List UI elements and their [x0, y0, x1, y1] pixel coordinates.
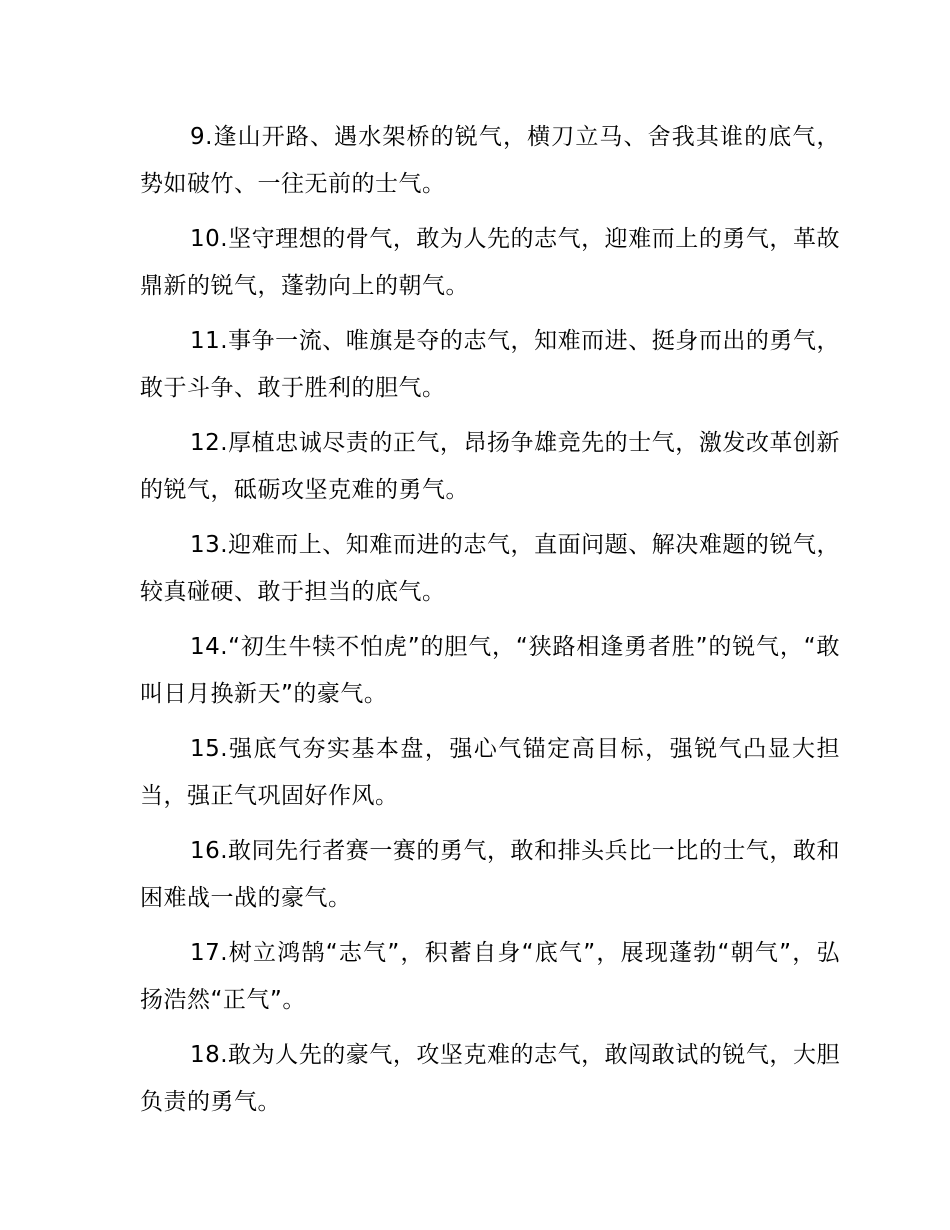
paragraph-17: 17.树立鸿鹄“志气”，积蓄自身“底气”，展现蓬勃“朝气”，弘扬浩然“正气”。: [140, 940, 840, 1013]
paragraph-9: 9.逢山开路、遇水架桥的锐气，横刀立马、舍我其谁的底气，势如破竹、一往无前的士气。: [140, 124, 840, 197]
paragraph-11: 11.事争一流、唯旗是夺的志气，知难而进、挺身而出的勇气，敢于斗争、敢于胜利的胆气。: [140, 328, 840, 401]
paragraph-16: 16.敢同先行者赛一赛的勇气，敢和排头兵比一比的士气，敢和困难战一战的豪气。: [140, 838, 840, 911]
paragraph-12: 12.厚植忠诚尽责的正气，昂扬争雄竞先的士气，激发改革创新的锐气，砥砺攻坚克难的勇气。: [140, 430, 840, 503]
paragraph-13: 13.迎难而上、知难而进的志气，直面问题、解决难题的锐气，较真碰硬、敢于担当的底气。: [140, 532, 840, 605]
paragraph-14: 14.“初生牛犊不怕虎”的胆气，“狭路相逢勇者胜”的锐气，“敢叫日月换新天”的豪气。: [140, 634, 840, 707]
paragraph-15: 15.强底气夯实基本盘，强心气锚定高目标，强锐气凸显大担当，强正气巩固好作风。: [140, 736, 840, 809]
paragraph-18: 18.敢为人先的豪气，攻坚克难的志气，敢闯敢试的锐气，大胆负责的勇气。: [140, 1042, 840, 1115]
document-body: [140, 114, 840, 1134]
paragraph-10: 10.坚守理想的骨气，敢为人先的志气，迎难而上的勇气，革故鼎新的锐气，蓬勃向上的朝气。: [140, 226, 840, 299]
